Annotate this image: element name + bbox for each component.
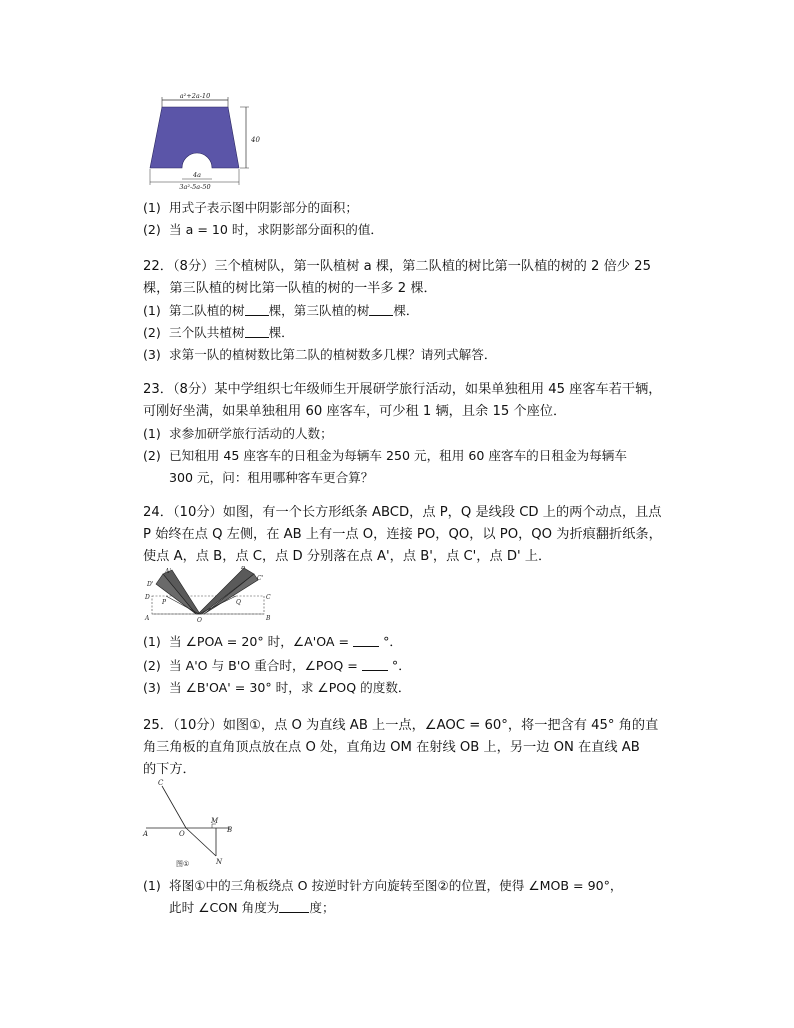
answer-blank[interactable] bbox=[245, 302, 269, 316]
q23-part2-cont: 300 元，问：租用哪种客车更合算？ bbox=[169, 470, 374, 485]
label-q: Q bbox=[236, 599, 241, 606]
q24-part1: (1) 当 ∠POA = 20° 时，∠A'OA = °． bbox=[143, 634, 403, 649]
q21-part2: (2) 当 a = 10 时，求阴影部分面积的值． bbox=[143, 222, 384, 237]
q24-header: 24．（10分）如图，有一个长方形纸条 ABCD，点 P，Q 是线段 CD 上的两个动点，且点 bbox=[143, 505, 662, 520]
top-dimension-label: a²+2a-10 bbox=[179, 92, 211, 100]
label-d-prime: D' bbox=[147, 581, 154, 588]
q24-part3: (3) 当 ∠B'OA' = 30° 时，求 ∠POQ 的度数． bbox=[143, 680, 411, 695]
q24-header-cont2: 使点 A，点 B，点 C，点 D 分别落在点 A'，点 B'，点 C'，点 D' 上． bbox=[143, 549, 552, 564]
figure-caption: 图① bbox=[176, 860, 190, 868]
label-b: B bbox=[266, 615, 271, 622]
q25-part1-cont: 此时 ∠CON 角度为 度； bbox=[169, 900, 335, 915]
figure-folded-strip bbox=[140, 566, 280, 624]
label-c-prime: C' bbox=[257, 575, 264, 582]
figure-triangle-ruler bbox=[138, 776, 248, 868]
label-c: C bbox=[158, 779, 164, 787]
q22-part2: (2) 三个队共植树 棵． bbox=[143, 325, 294, 340]
q25-part1: (1) 将图①中的三角板绕点 O 按逆时针方向旋转至图②的位置，使得 ∠MOB = 90°， bbox=[143, 878, 623, 893]
q23-header: 23．（8分）某中学组织七年级师生开展研学旅行活动，如果单独租用 45 座客车若干辆， bbox=[143, 382, 662, 397]
label-a-prime: A' bbox=[165, 568, 171, 575]
label-a: A bbox=[145, 615, 150, 622]
label-o: O bbox=[179, 830, 185, 838]
label-d: D bbox=[145, 594, 150, 601]
q24-header-cont: P 始终在点 Q 左侧，在 AB 上有一点 O，连接 PO，QO，以 PO，QO 为折痕翻折纸条， bbox=[143, 527, 662, 542]
label-o: O bbox=[197, 617, 202, 624]
q24-part2: (2) 当 A'O 与 B'O 重合时，∠POQ = °． bbox=[143, 658, 411, 673]
q22-header-cont: 棵，第三队植的树比第一队植的树的一半多 2 棵． bbox=[143, 281, 437, 296]
q22-header: 22．（8分）三个植树队，第一队植树 a 棵，第二队植的树比第一队植的树的 2 倍少 25 bbox=[143, 259, 651, 274]
q21-part1: (1) 用式子表示图中阴影部分的面积； bbox=[143, 200, 358, 215]
label-n: N bbox=[216, 858, 223, 866]
label-m: M bbox=[211, 817, 219, 825]
answer-blank[interactable] bbox=[245, 324, 269, 338]
answer-blank[interactable] bbox=[353, 633, 379, 647]
q23-header-cont: 可刚好坐满，如果单独租用 60 座客车，可少租 1 辆，且余 15 个座位． bbox=[143, 404, 567, 419]
inner-dimension-label: 4a bbox=[192, 171, 202, 179]
q23-part2: (2) 已知租用 45 座客车的日租金为每辆车 250 元，租用 60 座客车的日租金为每辆车 bbox=[143, 448, 627, 463]
answer-blank[interactable] bbox=[362, 657, 388, 671]
q22-part1: (1) 第二队植的树 棵，第三队植的树 棵． bbox=[143, 303, 419, 318]
q25-header-cont: 角三角板的直角顶点放在点 O 处，直角边 OM 在射线 OB 上，另一边 ON 在直线 AB bbox=[143, 740, 640, 755]
label-b: B bbox=[227, 826, 233, 834]
bottom-dimension-label: 3a²-5a-50 bbox=[179, 183, 211, 191]
right-dimension-label: 40 bbox=[251, 136, 260, 144]
label-p: P bbox=[162, 599, 167, 606]
q22-part3: (3) 求第一队的植树数比第二队的植树数多几棵？请列式解答． bbox=[143, 347, 497, 362]
q25-header-cont2: 的下方． bbox=[143, 762, 196, 777]
answer-blank[interactable] bbox=[279, 899, 309, 913]
label-b-prime: B' bbox=[241, 566, 248, 571]
label-a: A bbox=[143, 830, 149, 838]
figure-shaded-trapezoid bbox=[140, 92, 270, 192]
q23-part1: (1) 求参加研学旅行活动的人数； bbox=[143, 426, 333, 441]
label-c: C bbox=[266, 594, 271, 601]
answer-blank[interactable] bbox=[369, 302, 393, 316]
q25-header: 25．（10分）如图①，点 O 为直线 AB 上一点，∠AOC = 60°，将一把含有 45° 角的直 bbox=[143, 718, 659, 733]
